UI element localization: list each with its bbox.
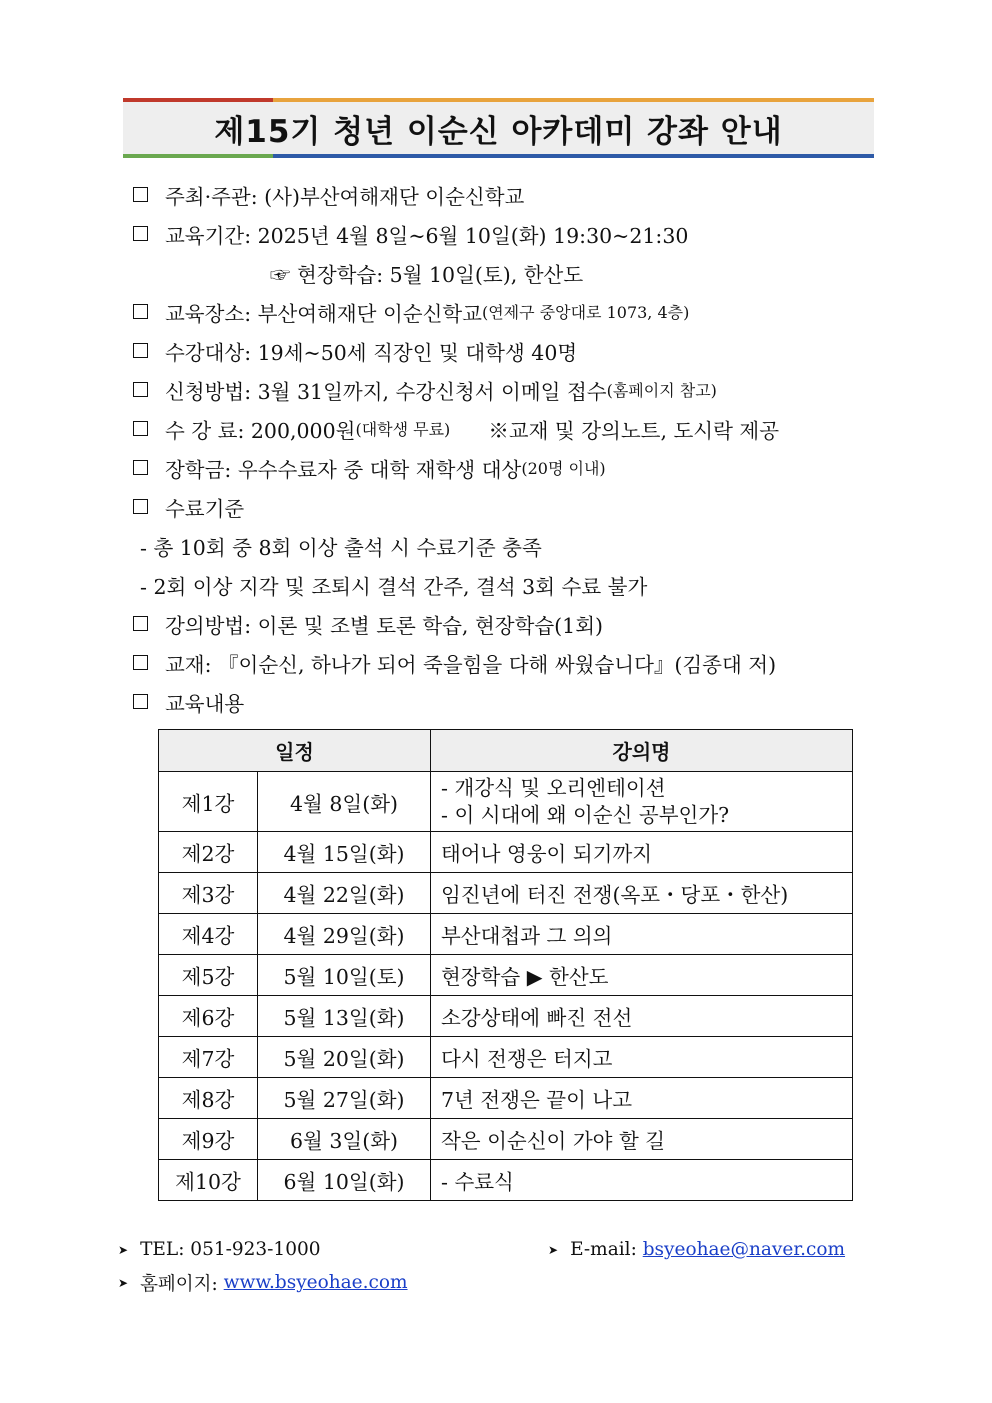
- table-row: 제9강 6월 3일(화) 작은 이순신이 가야 할 길: [159, 1119, 853, 1160]
- checkbox-icon: [133, 655, 148, 670]
- info-place: 교육장소: 부산여해재단 이순신학교 (연제구 중앙대로 1073, 4층): [130, 292, 890, 331]
- info-method: 강의방법: 이론 및 조별 토론 학습, 현장학습(1회): [130, 604, 890, 643]
- arrow-bullet-icon: ➤: [118, 1242, 129, 1257]
- info-content: 교육내용: [130, 682, 890, 721]
- table-row: 제6강 5월 13일(화) 소강상태에 빠진 전선: [159, 996, 853, 1037]
- table-row: 제1강 4월 8일(화) - 개강식 및 오리엔테이션 - 이 시대에 왜 이순신 공부인가?: [159, 772, 853, 832]
- table-row: 제2강 4월 15일(화) 태어나 영웅이 되기까지: [159, 832, 853, 873]
- info-fee: 수 강 료: 200,000원 (대학생 무료) ※교재 및 강의노트, 도시락 제공: [130, 409, 890, 448]
- info-textbook: 교재: 『이순신, 하나가 되어 죽을힘을 다해 싸웠습니다』(김종대 저): [130, 643, 890, 682]
- email-link[interactable]: bsyeohae@naver.com: [642, 1239, 846, 1260]
- checkbox-icon: [133, 304, 148, 319]
- checkbox-icon: [133, 694, 148, 709]
- title-bottom-bar: [123, 154, 874, 158]
- checkbox-icon: [133, 616, 148, 631]
- checkbox-icon: [133, 421, 148, 436]
- checkbox-icon: [133, 226, 148, 241]
- info-list: [130, 175, 890, 721]
- table-row: 제7강 5월 20일(화) 다시 전쟁은 터지고: [159, 1037, 853, 1078]
- checkbox-icon: [133, 460, 148, 475]
- info-period: 교육기간: 2025년 4월 8일~6월 10일(화) 19:30~21:30: [130, 214, 890, 253]
- info-apply: 신청방법: 3월 31일까지, 수강신청서 이메일 접수 (홈페이지 참고): [130, 370, 890, 409]
- homepage-link[interactable]: www.bsyeohae.com: [223, 1272, 408, 1293]
- page-title: 제15기 청년 이순신 아카데미 강좌 안내: [214, 113, 783, 150]
- table-row: 제10강 6월 10일(화) - 수료식: [159, 1160, 853, 1201]
- arrow-bullet-icon: ➤: [548, 1242, 559, 1257]
- contact-email: ➤ E-mail: bsyeohae@naver.com: [548, 1239, 846, 1260]
- table-row: 제5강 5월 10일(토) 현장학습 ▶ 한산도: [159, 955, 853, 996]
- info-completion: 수료기준: [130, 487, 890, 526]
- info-host: 주최·주관: (사)부산여해재단 이순신학교: [130, 175, 890, 214]
- arrow-bullet-icon: ➤: [118, 1275, 129, 1290]
- table-row: 제3강 4월 22일(화) 임진년에 터진 전쟁(옥포・당포・한산): [159, 873, 853, 914]
- info-target: 수강대상: 19세~50세 직장인 및 대학생 40명: [130, 331, 890, 370]
- info-scholarship: 장학금: 우수수료자 중 대학 재학생 대상 (20명 이내): [130, 448, 890, 487]
- table-row: 제4강 4월 29일(화) 부산대첩과 그 의의: [159, 914, 853, 955]
- completion-rule-2: - 2회 이상 지각 및 조퇴시 결석 간주, 결석 3회 수료 불가: [140, 574, 648, 599]
- title-banner: [123, 98, 874, 158]
- completion-rule-1: - 총 10회 중 8회 이상 출석 시 수료기준 충족: [140, 535, 542, 560]
- header-schedule: 일정: [159, 730, 431, 772]
- checkbox-icon: [133, 343, 148, 358]
- checkbox-icon: [133, 187, 148, 202]
- header-lecture: 강의명: [431, 730, 853, 772]
- checkbox-icon: [133, 499, 148, 514]
- contact-homepage: ➤ 홈페이지: www.bsyeohae.com: [118, 1272, 408, 1295]
- contact-tel: ➤ TEL: 051-923-1000: [118, 1239, 321, 1260]
- curriculum-table: [158, 729, 853, 1201]
- contact-section: [118, 1233, 878, 1299]
- info-field-trip: ☞ 현장학습: 5월 10일(토), 한산도: [270, 262, 584, 287]
- checkbox-icon: [133, 382, 148, 397]
- table-row: 제8강 5월 27일(화) 7년 전쟁은 끝이 나고: [159, 1078, 853, 1119]
